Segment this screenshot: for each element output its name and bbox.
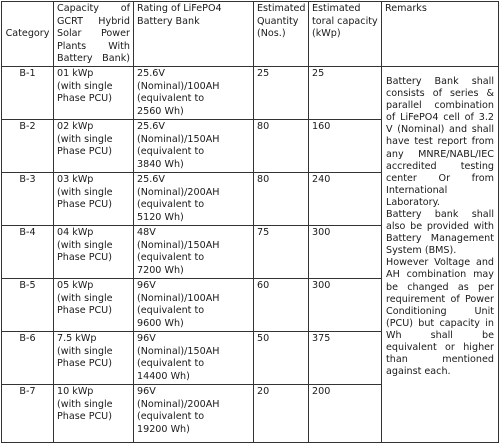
remarks-paragraph: Battery Bank shall consists of series & parallel combination of LiFePO4 cell of 3.2 V (Nominal) and shall have test report from any MNRE/NABL/IEC accredited testing center Or from International Laboratory. (386, 75, 494, 208)
cell-quantity: 25 (254, 66, 309, 119)
header-total: Estimated toral capacity (kWp) (309, 2, 382, 67)
header-capacity: Capacity of GCRT Hybrid Solar Power Plants With Battery Bank) (54, 2, 134, 67)
cell-total: 300 (309, 278, 382, 331)
cell-rating: 25.6V (Nominal)/200AH (equivalent to 5120 Wh) (134, 172, 254, 225)
header-row (2, 2, 499, 67)
cell-category: B-7 (2, 384, 54, 442)
cell-capacity: 10 kWp (with single Phase PCU) (54, 384, 134, 442)
cell-quantity: 50 (254, 331, 309, 384)
cell-total: 240 (309, 172, 382, 225)
remarks-paragraph: Battery bank shall also be provided with Battery Management System (BMS). (386, 209, 494, 257)
cell-total: 300 (309, 225, 382, 278)
cell-total: 375 (309, 331, 382, 384)
cell-capacity: 7.5 kWp (with single Phase PCU) (54, 331, 134, 384)
cell-category: B-1 (2, 66, 54, 119)
header-category: Category (2, 2, 54, 67)
cell-quantity: 80 (254, 172, 309, 225)
remarks-paragraph: However Voltage and AH combination may be changed as per requirement of Power Conditioning Unit (PCU) but capacity in Wh shall be equivalent or higher than mentioned against each. (386, 257, 494, 378)
battery-spec-table (1, 1, 499, 443)
cell-rating: 25.6V (Nominal)/150AH (equivalent to 3840 Wh) (134, 119, 254, 172)
cell-rating: 96V (Nominal)/150AH (equivalent to 14400 Wh) (134, 331, 254, 384)
cell-quantity: 80 (254, 119, 309, 172)
table-row (2, 66, 499, 119)
cell-capacity: 02 kWp (with single Phase PCU) (54, 119, 134, 172)
cell-total: 200 (309, 384, 382, 442)
cell-quantity: 75 (254, 225, 309, 278)
cell-capacity: 05 kWp (with single Phase PCU) (54, 278, 134, 331)
cell-quantity: 20 (254, 384, 309, 442)
header-quantity: Estimated Quantity (Nos.) (254, 2, 309, 67)
remarks-cell (382, 66, 499, 442)
cell-total: 160 (309, 119, 382, 172)
cell-capacity: 04 kWp (with single Phase PCU) (54, 225, 134, 278)
cell-category: B-5 (2, 278, 54, 331)
cell-rating: 96V (Nominal)/100AH (equivalent to 9600 Wh) (134, 278, 254, 331)
cell-category: B-3 (2, 172, 54, 225)
header-rating: Rating of LiFePO4 Battery Bank (134, 2, 254, 67)
cell-category: B-6 (2, 331, 54, 384)
cell-category: B-2 (2, 119, 54, 172)
cell-rating: 48V (Nominal)/150AH (equivalent to 7200 Wh) (134, 225, 254, 278)
cell-rating: 96V (Nominal)/200AH (equivalent to 19200 Wh) (134, 384, 254, 442)
cell-capacity: 01 kWp (with single Phase PCU) (54, 66, 134, 119)
cell-category: B-4 (2, 225, 54, 278)
cell-capacity: 03 kWp (with single Phase PCU) (54, 172, 134, 225)
cell-total: 25 (309, 66, 382, 119)
cell-quantity: 60 (254, 278, 309, 331)
cell-rating: 25.6V (Nominal)/100AH (equivalent to 2560 Wh) (134, 66, 254, 119)
header-remarks: Remarks (382, 2, 499, 67)
